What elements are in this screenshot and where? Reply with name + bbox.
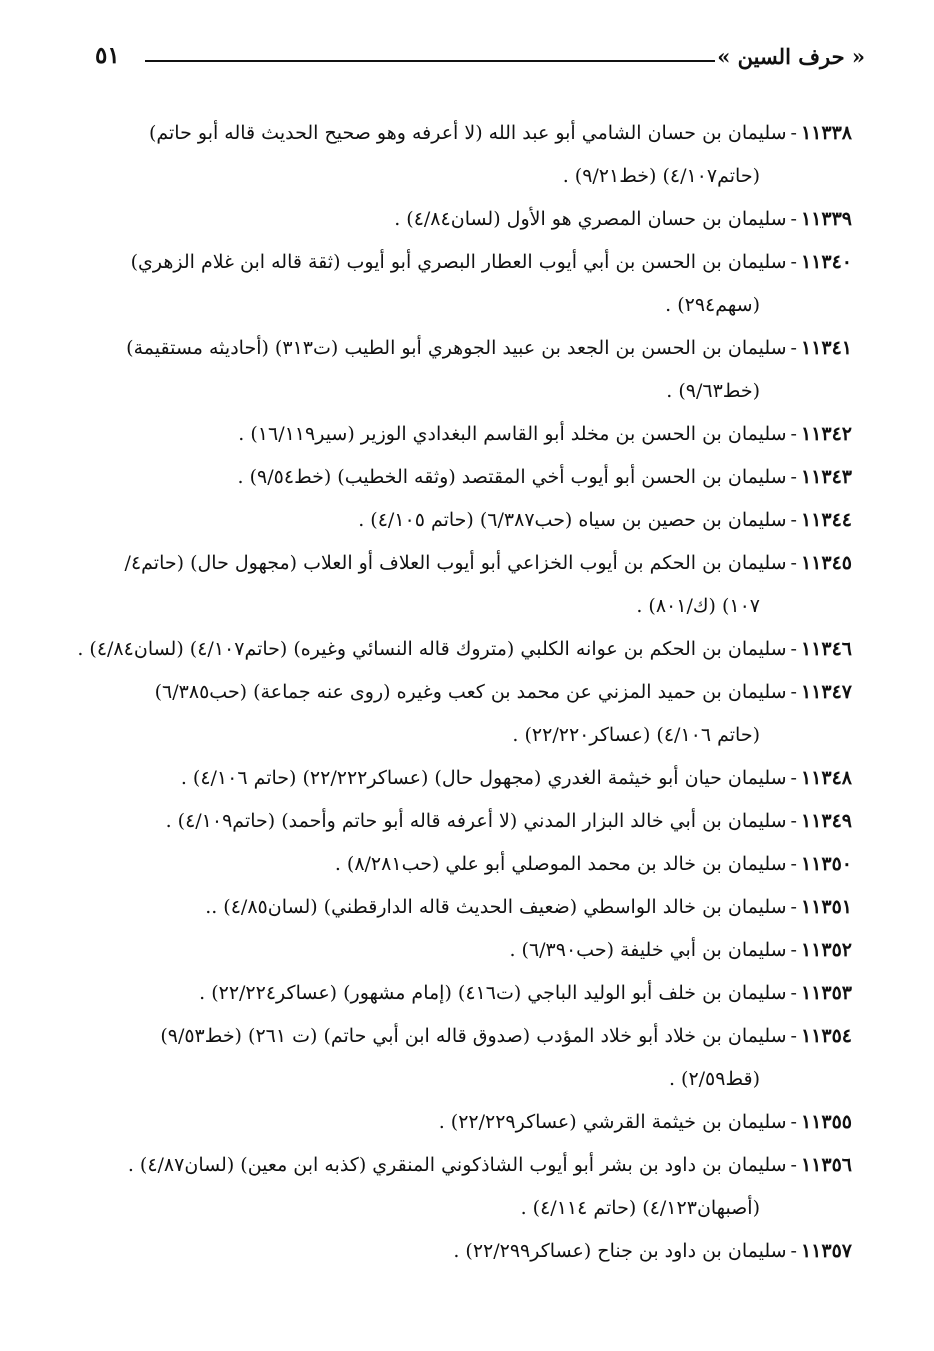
entry-text: سليمان بن خلف أبو الوليد الباجي (ت٤١٦) (إمام مشهور) (عساكر٢٢/٢٢٤) . <box>199 982 787 1004</box>
entry-line: ١١٣٥٦-سليمان بن داود بن بشر أبو أيوب الشاذكوني المنقري (كذبه ابن معين) (لسان٤/٨٧) . <box>127 1154 852 1176</box>
list-item <box>82 112 852 198</box>
entry-number: ١١٣٤٩ <box>800 810 852 832</box>
entry-continuation: (قط٢/٥٩) . <box>668 1068 760 1090</box>
entry-line: ١١٣٤٢-سليمان بن الحسن بن مخلد أبو القاسم البغدادي الوزير (سير١٦/١١٩) . <box>238 423 852 445</box>
entry-text: سليمان حيان أبو خيثمة الغدري (مجهول حال) (عساكر٢٢/٢٢٢) (حاتم ٤/١٠٦) . <box>180 767 787 789</box>
entry-line: ١١٣٤٣-سليمان بن الحسن أبو أيوب أخي المقتصد (وثقه الخطيب) (خط٩/٥٤) . <box>237 466 852 488</box>
entry-number: ١١٣٤٣ <box>800 466 852 488</box>
entry-continuation: (خط٩/٦٣) . <box>666 380 760 402</box>
list-item <box>82 499 852 542</box>
entry-text: سليمان بن الحسن أبو أيوب أخي المقتصد (وثقه الخطيب) (خط٩/٥٤) . <box>237 466 787 488</box>
list-item <box>82 1015 852 1101</box>
running-title: « حرف السين » <box>717 44 865 69</box>
entry-text: سليمان بن خالد الواسطي (ضعيف الحديث قاله الدارقطني) (لسان٤/٨٥) .. <box>205 896 787 918</box>
list-item <box>82 671 852 757</box>
entry-continuation: (سهم٢٩٤) . <box>665 294 760 316</box>
entry-number: ١١٣٤٤ <box>800 509 852 531</box>
list-item <box>82 1101 852 1144</box>
entry-line: ١١٣٤٤-سليمان بن حصين بن سياه (حب٦/٣٨٧) (حاتم ٤/١٠٥) . <box>358 509 852 531</box>
entry-number: ١١٣٤٦ <box>800 638 852 660</box>
list-item <box>82 929 852 972</box>
list-item <box>82 1230 852 1273</box>
entry-text: سليمان بن أبي خالد البزار المدني (لا أعرفه قاله أبو حاتم وأحمد) (حاتم٤/١٠٩) . <box>165 810 787 832</box>
list-item <box>82 757 852 800</box>
entry-line: ١١٣٥٠-سليمان بن خالد بن محمد الموصلي أبو علي (حب٨/٢٨١) . <box>334 853 852 875</box>
entry-number: ١١٣٤٧ <box>800 681 852 703</box>
entry-number: ١١٣٥٣ <box>800 982 852 1004</box>
entry-line: ١١٣٥٧-سليمان بن داود بن جناح (عساكر٢٢/٢٩٩) . <box>453 1240 852 1262</box>
entry-number: ١١٣٥٢ <box>800 939 852 961</box>
entry-line: ١١٣٥٥-سليمان بن خيثمة القرشي (عساكر٢٢/٢٢٩) . <box>438 1111 852 1133</box>
entry-line: ١١٣٤٦-سليمان بن الحكم بن عوانه الكلبي (متروك قاله النسائي وغيره) (حاتم٤/١٠٧) (لسان٤/٨٤) . <box>77 638 852 660</box>
list-item <box>82 198 852 241</box>
list-item <box>82 542 852 628</box>
list-item <box>82 413 852 456</box>
entry-number: ١١٣٥٠ <box>800 853 852 875</box>
entry-text: سليمان بن الحسن بن أبي أيوب العطار البصري أبو أيوب (ثقة قاله ابن غلام الزهري) <box>130 251 787 273</box>
entry-number: ١١٣٤٨ <box>800 767 852 789</box>
entry-line: ١١٣٥١-سليمان بن خالد الواسطي (ضعيف الحديث قاله الدارقطني) (لسان٤/٨٥) .. <box>205 896 852 918</box>
entry-number: ١١٣٣٨ <box>800 122 852 144</box>
entry-number: ١١٣٤٢ <box>800 423 852 445</box>
list-item <box>82 241 852 327</box>
entry-continuation: ١٠٧) (ك/٨٠١) . <box>636 595 760 617</box>
entry-line: ١١٣٤٧-سليمان بن حميد المزني عن محمد بن كعب وغيره (روى عنه جماعة) (حب٦/٣٨٥) <box>154 681 852 703</box>
page-header <box>95 40 865 80</box>
entry-line: ١١٣٣٨-سليمان بن حسان الشامي أبو عبد الله (لا أعرفه وهو صحيح الحديث قاله أبو حاتم) <box>148 122 852 144</box>
entry-text: سليمان بن حصين بن سياه (حب٦/٣٨٧) (حاتم ٤/١٠٥) . <box>358 509 787 531</box>
entry-text: سليمان بن الحكم بن أيوب الخزاعي أبو أيوب العلاف أو العلاب (مجهول حال) (حاتم٤/ <box>124 552 787 574</box>
page-number: ٥١ <box>95 42 120 69</box>
entry-continuation: (أصبهان٤/١٢٣) (حاتم ٤/١١٤) . <box>520 1197 760 1219</box>
entry-text: سليمان بن داود بن جناح (عساكر٢٢/٢٩٩) . <box>453 1240 787 1262</box>
header-rule <box>145 60 715 62</box>
list-item <box>82 456 852 499</box>
entry-text: سليمان بن الحسن بن مخلد أبو القاسم البغدادي الوزير (سير١٦/١١٩) . <box>238 423 787 445</box>
entry-line: ١١٣٤٥-سليمان بن الحكم بن أيوب الخزاعي أبو أيوب العلاف أو العلاب (مجهول حال) (حاتم٤/ <box>124 552 852 574</box>
entry-line: ١١٣٤٠-سليمان بن الحسن بن أبي أيوب العطار البصري أبو أيوب (ثقة قاله ابن غلام الزهري) <box>130 251 852 273</box>
entry-line: ١١٣٥٢-سليمان بن أبي خليفة (حب٦/٣٩٠) . <box>509 939 852 961</box>
list-item <box>82 843 852 886</box>
entry-text: سليمان بن الحسن بن الجعد بن عبيد الجوهري أبو الطيب (ت٣١٣) (أحاديثه مستقيمة) <box>126 337 787 359</box>
entry-number: ١١٣٥٤ <box>800 1025 852 1047</box>
entry-text: سليمان بن خيثمة القرشي (عساكر٢٢/٢٢٩) . <box>438 1111 787 1133</box>
entry-text: سليمان بن داود بن بشر أبو أيوب الشاذكوني المنقري (كذبه ابن معين) (لسان٤/٨٧) . <box>127 1154 787 1176</box>
list-item <box>82 327 852 413</box>
entry-text: سليمان بن حسان الشامي أبو عبد الله (لا أعرفه وهو صحيح الحديث قاله أبو حاتم) <box>148 122 787 144</box>
list-item <box>82 800 852 843</box>
entry-number: ١١٣٥٥ <box>800 1111 852 1133</box>
entry-number: ١١٣٤٠ <box>800 251 852 273</box>
entry-number: ١١٣٥١ <box>800 896 852 918</box>
entry-text: سليمان بن حسان المصري هو الأول (لسان٤/٨٤) . <box>394 208 787 230</box>
entry-line: ١١٣٤٨-سليمان حيان أبو خيثمة الغدري (مجهول حال) (عساكر٢٢/٢٢٢) (حاتم ٤/١٠٦) . <box>180 767 852 789</box>
entry-number: ١١٣٥٦ <box>800 1154 852 1176</box>
entry-line: ١١٣٤١-سليمان بن الحسن بن الجعد بن عبيد الجوهري أبو الطيب (ت٣١٣) (أحاديثه مستقيمة) <box>126 337 852 359</box>
entry-line: ١١٣٣٩-سليمان بن حسان المصري هو الأول (لسان٤/٨٤) . <box>394 208 852 230</box>
entry-line: ١١٣٤٩-سليمان بن أبي خالد البزار المدني (لا أعرفه قاله أبو حاتم وأحمد) (حاتم٤/١٠٩) . <box>165 810 852 832</box>
list-item <box>82 886 852 929</box>
entry-line: ١١٣٥٣-سليمان بن خلف أبو الوليد الباجي (ت٤١٦) (إمام مشهور) (عساكر٢٢/٢٢٤) . <box>199 982 852 1004</box>
list-item <box>82 1144 852 1230</box>
list-item <box>77 628 852 671</box>
entry-number: ١١٣٣٩ <box>800 208 852 230</box>
entry-number: ١١٣٤١ <box>800 337 852 359</box>
entry-number: ١١٣٥٧ <box>800 1240 852 1262</box>
entry-number: ١١٣٤٥ <box>800 552 852 574</box>
entry-continuation: (حاتم ٤/١٠٦) (عساكر٢٢/٢٢٠) . <box>512 724 760 746</box>
entry-text: سليمان بن أبي خليفة (حب٦/٣٩٠) . <box>509 939 787 961</box>
list-item <box>82 972 852 1015</box>
entry-text: سليمان بن خالد بن محمد الموصلي أبو علي (حب٨/٢٨١) . <box>334 853 787 875</box>
entry-text: سليمان بن خلاد أبو خلاد المؤدب (صدوق قاله ابن أبي حاتم) (ت ٢٦١) (خط٩/٥٣) <box>160 1025 787 1047</box>
entry-continuation: (حاتم٤/١٠٧) (خط٩/٢١) . <box>562 165 760 187</box>
entry-line: ١١٣٥٤-سليمان بن خلاد أبو خلاد المؤدب (صدوق قاله ابن أبي حاتم) (ت ٢٦١) (خط٩/٥٣) <box>160 1025 852 1047</box>
entry-text: سليمان بن الحكم بن عوانه الكلبي (متروك قاله النسائي وغيره) (حاتم٤/١٠٧) (لسان٤/٨٤) . <box>77 638 787 660</box>
entry-text: سليمان بن حميد المزني عن محمد بن كعب وغيره (روى عنه جماعة) (حب٦/٣٨٥) <box>154 681 787 703</box>
entries-list <box>77 112 852 1273</box>
